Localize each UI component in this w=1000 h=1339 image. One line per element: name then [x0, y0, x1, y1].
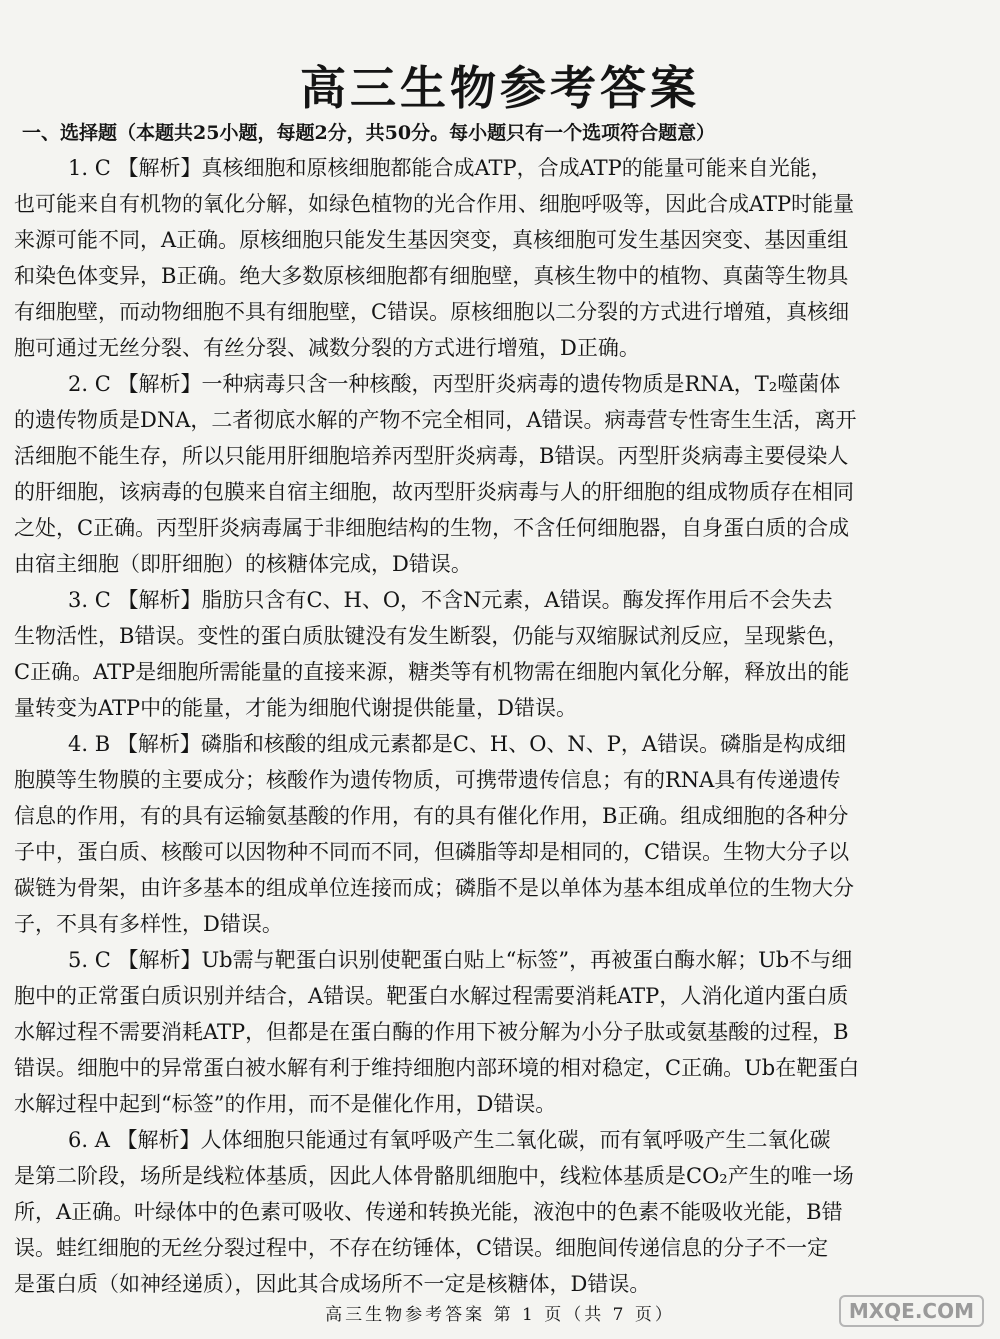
- text-line: 4. B 【解析】磷脂和核酸的组成元素都是C、H、O、N、P，A错误。磷脂是构成细: [68, 732, 847, 756]
- text-line: 碳链为骨架，由许多基本的组成单位连接而成；磷脂不是以单体为基本组成单位的生物大分: [14, 876, 854, 900]
- text-line: 子，不具有多样性，D错误。: [14, 912, 283, 936]
- text-line: 信息的作用，有的具有运输氨基酸的作用，有的具有催化作用，B正确。组成细胞的各种分: [14, 804, 849, 828]
- text-line: 所，A正确。叶绿体中的色素可吸收、传递和转换光能，液泡中的色素不能吸收光能，B错: [14, 1200, 843, 1224]
- text-line: 是第二阶段，场所是线粒体基质，因此人体骨骼肌细胞中，线粒体基质是CO₂产生的唯一场: [14, 1164, 854, 1188]
- text-line: 水解过程中起到“标签”的作用，而不是催化作用，D错误。: [14, 1092, 557, 1116]
- text-line: 量转变为ATP中的能量，才能为细胞代谢提供能量，D错误。: [14, 696, 577, 720]
- text-line: C正确。ATP是细胞所需能量的直接来源，糖类等有机物需在细胞内氧化分解，释放出的能: [14, 660, 850, 684]
- text-line: 3. C 【解析】脂肪只含有C、H、O，不含N元素，A错误。酶发挥作用后不会失去: [68, 588, 833, 612]
- text-line: 胞可通过无丝分裂、有丝分裂、减数分裂的方式进行增殖，D正确。: [14, 336, 640, 360]
- text-line: 的遗传物质是DNA，二者彻底水解的产物不完全相同，A错误。病毒营专性寄生生活，离开: [14, 408, 857, 432]
- text-line: 误。蛙红细胞的无丝分裂过程中，不存在纺锤体，C错误。细胞间传递信息的分子不一定: [14, 1236, 829, 1260]
- text-line: 来源可能不同，A正确。原核细胞只能发生基因突变，真核细胞可发生基因突变、基因重组: [14, 228, 849, 252]
- page-footer: 高三生物参考答案 第 1 页（共 7 页）: [325, 1305, 675, 1325]
- text-line: 2. C 【解析】一种病毒只含一种核酸，丙型肝炎病毒的遗传物质是RNA，T₂噬菌体: [68, 372, 841, 396]
- text-line: 5. C 【解析】Ub需与靶蛋白识别使靶蛋白贴上“标签”，再被蛋白酶水解；Ub不与细: [68, 948, 853, 972]
- text-line: 是蛋白质（如神经递质），因此其合成场所不一定是核糖体，D错误。: [14, 1272, 651, 1296]
- text-line: 之处，C正确。丙型肝炎病毒属于非细胞结构的生物，不含任何细胞器，自身蛋白质的合成: [14, 516, 850, 540]
- watermark-logo: MXQE.COM: [839, 1295, 984, 1327]
- page-title: 高三生物参考答案: [300, 61, 700, 115]
- text-line: 子中，蛋白质、核酸可以因物种不同而不同，但磷脂等却是相同的，C错误。生物大分子以: [14, 840, 850, 864]
- text-line: 胞膜等生物膜的主要成分；核酸作为遗传物质，可携带遗传信息；有的RNA具有传递遗传: [14, 768, 841, 792]
- text-line: 水解过程不需要消耗ATP，但都是在蛋白酶的作用下被分解为小分子肽或氨基酸的过程，B: [14, 1020, 849, 1044]
- text-line: 的肝细胞，该病毒的包膜来自宿主细胞，故丙型肝炎病毒与人的肝细胞的组成物质存在相同: [14, 480, 854, 504]
- text-line: 和染色体变异，B正确。绝大多数原核细胞都有细胞壁，真核生物中的植物、真菌等生物具: [14, 264, 849, 288]
- text-line: 由宿主细胞（即肝细胞）的核糖体完成，D错误。: [14, 552, 472, 576]
- text-line: 错误。细胞中的异常蛋白被水解有利于维持细胞内部环境的相对稳定，C正确。Ub在靶蛋白: [14, 1056, 860, 1080]
- text-line: 有细胞壁，而动物细胞不具有细胞壁，C错误。原核细胞以二分裂的方式进行增殖，真核细: [14, 300, 850, 324]
- section-header: 一、选择题（本题共25小题，每题2分，共50分。每小题只有一个选项符合题意）: [22, 122, 716, 144]
- text-line: 也可能来自有机物的氧化分解，如绿色植物的光合作用、细胞呼吸等，因此合成ATP时能量: [14, 192, 855, 216]
- text-line: 6. A 【解析】人体细胞只能通过有氧呼吸产生二氧化碳，而有氧呼吸产生二氧化碳: [68, 1128, 831, 1152]
- text-line: 活细胞不能生存，所以只能用肝细胞培养丙型肝炎病毒，B错误。丙型肝炎病毒主要侵染人: [14, 444, 849, 468]
- text-line: 胞中的正常蛋白质识别并结合，A错误。靶蛋白水解过程需要消耗ATP，人消化道内蛋白质: [14, 984, 849, 1008]
- text-line: 生物活性，B错误。变性的蛋白质肽键没有发生断裂，仍能与双缩脲试剂反应，呈现紫色，: [14, 624, 849, 648]
- text-line: 1. C 【解析】真核细胞和原核细胞都能合成ATP，合成ATP的能量可能来自光能，: [68, 156, 832, 180]
